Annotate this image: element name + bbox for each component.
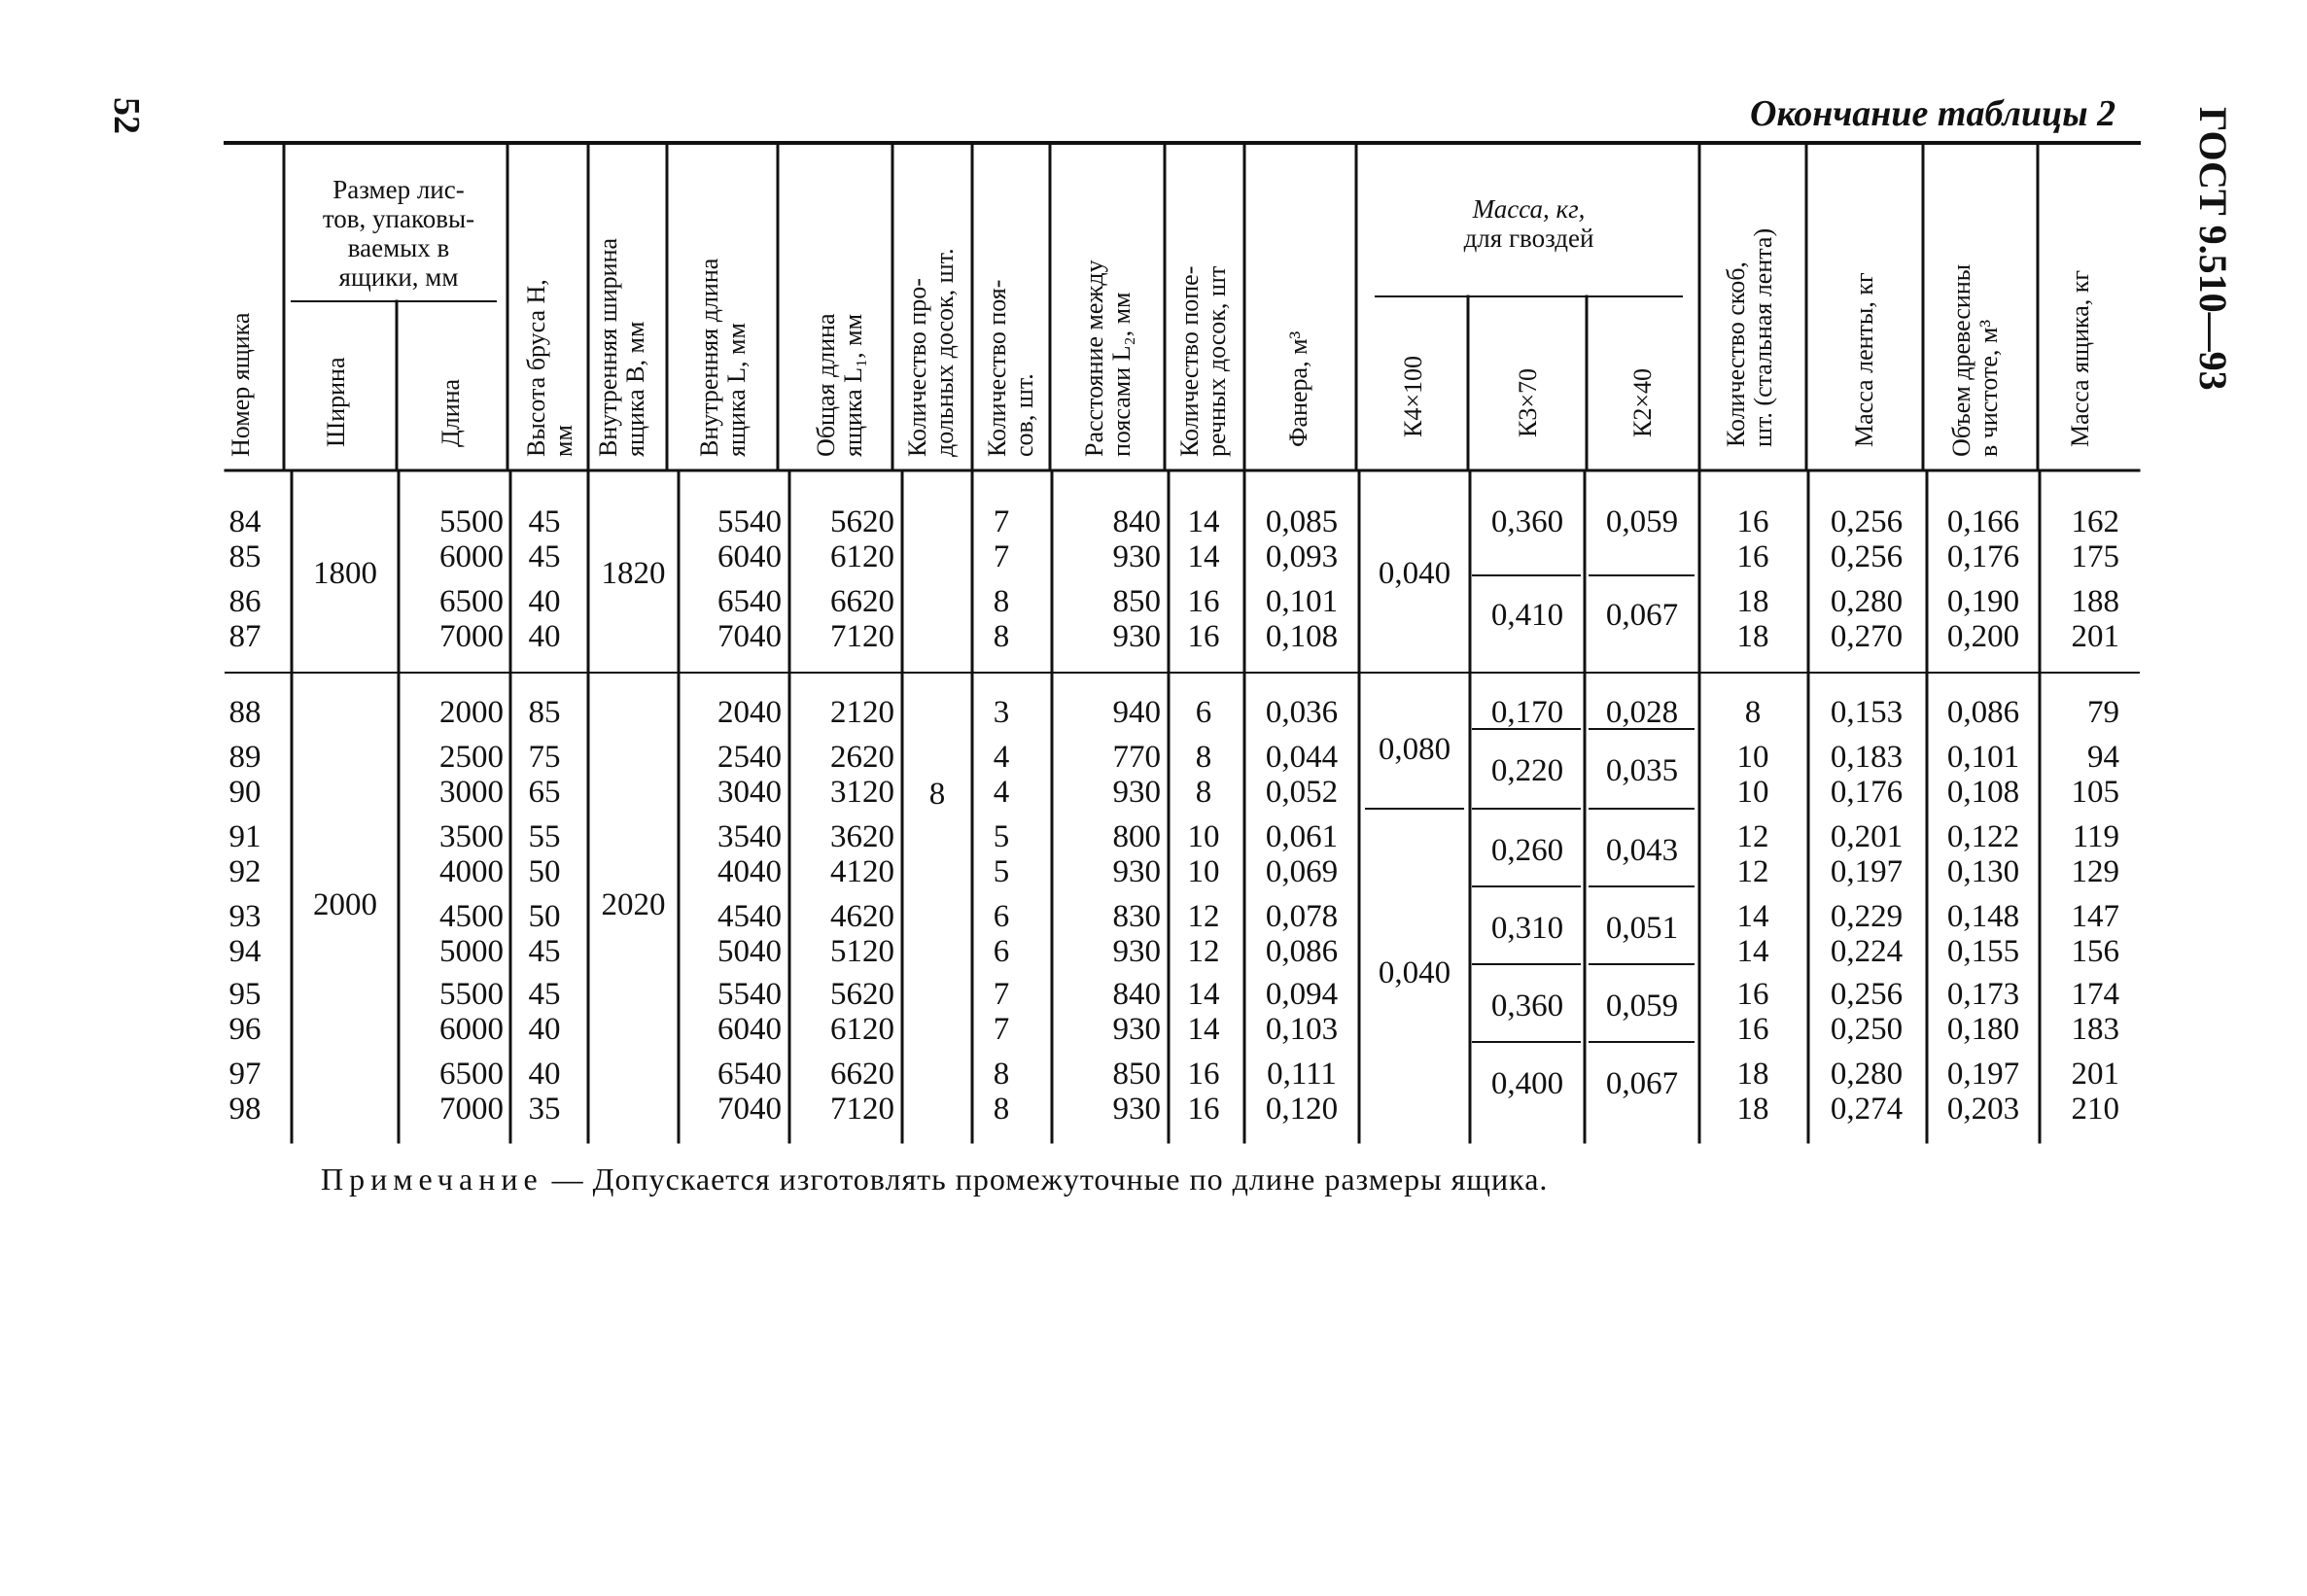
- cell-tape-mass: 0,229: [1830, 899, 1904, 934]
- cell-staples: 18: [1736, 584, 1769, 619]
- cell-staples: 12: [1736, 854, 1769, 889]
- cell-inner-length: 7040: [717, 1092, 782, 1127]
- cell-cross-boards: 12: [1187, 899, 1220, 934]
- cell-box-mass: 183: [2071, 1012, 2119, 1047]
- cell-k3x70: 0,360: [1490, 989, 1564, 1024]
- cell-length: 2500: [439, 740, 504, 775]
- cell-beam-height: 45: [528, 934, 561, 969]
- cell-wood-volume: 0,200: [1946, 619, 2020, 654]
- cell-wood-volume: 0,173: [1946, 977, 2020, 1012]
- cell-tape-mass: 0,197: [1830, 854, 1904, 889]
- cell-inner-length: 3040: [717, 775, 782, 810]
- cell-box-mass: 129: [2071, 854, 2119, 889]
- cell-wood-volume: 0,122: [1946, 819, 2020, 854]
- cell-tape-mass: 0,256: [1830, 539, 1904, 574]
- cell-inner-length: 2040: [717, 695, 782, 730]
- cell-length: 3500: [439, 819, 504, 854]
- cell-belts: 5: [993, 854, 1010, 889]
- cell-cross-boards: 12: [1187, 934, 1220, 969]
- cell-belts: 4: [993, 775, 1010, 810]
- cell-wood-volume: 0,197: [1946, 1057, 2020, 1092]
- cell-box-mass: 188: [2071, 584, 2119, 619]
- cell-length: 6000: [439, 539, 504, 574]
- cell-cross-boards: 6: [1195, 695, 1212, 730]
- cell-box-mass: 147: [2071, 899, 2119, 934]
- cell-box-number: 92: [228, 854, 262, 889]
- cell-beam-height: 50: [528, 854, 561, 889]
- cell-tape-mass: 0,153: [1830, 695, 1904, 730]
- cell-cross-boards: 16: [1187, 1057, 1220, 1092]
- cell-belt-distance: 930: [1112, 775, 1161, 810]
- cell-belts: 7: [993, 539, 1010, 574]
- cell-cross-boards: 14: [1187, 1012, 1220, 1047]
- cell-staples: 16: [1736, 539, 1769, 574]
- cell-beam-height: 35: [528, 1092, 561, 1127]
- header-length: Длина: [437, 378, 465, 447]
- cell-box-mass: 79: [2087, 695, 2119, 730]
- cell-staples: 18: [1736, 1092, 1769, 1127]
- cell-beam-height: 55: [528, 819, 561, 854]
- header-beam-height: Высота бруса H, мм: [522, 279, 577, 457]
- header-k3x70: К3×70: [1514, 367, 1542, 437]
- page-number: 52: [106, 97, 147, 134]
- cell-k2x40: 0,067: [1605, 598, 1679, 633]
- k4-merged-b2: 0,040: [1378, 955, 1451, 990]
- cell-tape-mass: 0,274: [1830, 1092, 1904, 1127]
- cell-box-mass: 156: [2071, 934, 2119, 969]
- cell-cross-boards: 14: [1187, 539, 1220, 574]
- cell-beam-height: 40: [528, 1012, 561, 1047]
- cell-plywood: 0,111: [1267, 1057, 1337, 1092]
- header-staples: Количество скоб, шт. (стальная лента): [1722, 227, 1777, 447]
- cell-k3x70: 0,170: [1490, 695, 1564, 730]
- cell-total-length: 4120: [830, 854, 894, 889]
- cell-box-mass: 210: [2071, 1092, 2119, 1127]
- cell-box-mass: 105: [2071, 775, 2119, 810]
- note-label: Примечание: [321, 1162, 543, 1197]
- cell-inner-length: 6540: [717, 1057, 782, 1092]
- cell-wood-volume: 0,148: [1946, 899, 2020, 934]
- cell-beam-height: 85: [528, 695, 561, 730]
- cell-staples: 16: [1736, 504, 1769, 539]
- cell-tape-mass: 0,280: [1830, 1057, 1904, 1092]
- header-box-number: Номер ящика: [227, 312, 255, 457]
- cell-length: 5500: [439, 977, 504, 1012]
- cell-belts: 5: [993, 819, 1010, 854]
- header-k2x40: К2×40: [1628, 367, 1657, 437]
- cell-belts: 8: [993, 1092, 1010, 1127]
- cell-length: 2000: [439, 695, 504, 730]
- cell-total-length: 6620: [830, 1057, 894, 1092]
- cell-box-number: 90: [228, 775, 262, 810]
- cell-plywood: 0,061: [1265, 819, 1339, 854]
- cell-total-length: 6120: [830, 1012, 894, 1047]
- cell-k3x70: 0,410: [1490, 598, 1564, 633]
- cell-k3x70: 0,360: [1490, 504, 1564, 539]
- cell-staples: 14: [1736, 934, 1769, 969]
- cell-wood-volume: 0,176: [1946, 539, 2020, 574]
- cell-length: 5000: [439, 934, 504, 969]
- cell-plywood: 0,069: [1265, 854, 1339, 889]
- cell-box-number: 97: [228, 1057, 262, 1092]
- cell-k2x40: 0,059: [1605, 989, 1679, 1024]
- cell-beam-height: 45: [528, 504, 561, 539]
- cell-total-length: 5120: [830, 934, 894, 969]
- cell-box-number: 86: [228, 584, 262, 619]
- cell-belt-distance: 850: [1112, 584, 1161, 619]
- cell-wood-volume: 0,155: [1946, 934, 2020, 969]
- cell-belt-distance: 840: [1112, 977, 1161, 1012]
- cell-belt-distance: 770: [1112, 740, 1161, 775]
- cell-box-number: 94: [228, 934, 262, 969]
- cell-box-number: 91: [228, 819, 262, 854]
- cell-inner-length: 6040: [717, 539, 782, 574]
- k4-merged-b1: 0,080: [1378, 732, 1451, 767]
- cell-wood-volume: 0,130: [1946, 854, 2020, 889]
- cell-box-number: 88: [228, 695, 262, 730]
- inner-width-merged-2020: 2020: [601, 887, 666, 922]
- cell-inner-length: 6040: [717, 1012, 782, 1047]
- cell-box-number: 96: [228, 1012, 262, 1047]
- cell-box-number: 89: [228, 740, 262, 775]
- cell-length: 7000: [439, 1092, 504, 1127]
- cell-belts: 7: [993, 1012, 1010, 1047]
- cell-wood-volume: 0,190: [1946, 584, 2020, 619]
- cell-staples: 10: [1736, 740, 1769, 775]
- cell-cross-boards: 10: [1187, 854, 1220, 889]
- cell-total-length: 5620: [830, 504, 894, 539]
- cell-total-length: 7120: [830, 619, 894, 654]
- cell-total-length: 4620: [830, 899, 894, 934]
- cell-length: 6500: [439, 1057, 504, 1092]
- cell-staples: 12: [1736, 819, 1769, 854]
- width-merged-2000: 2000: [313, 887, 377, 922]
- cell-k2x40: 0,059: [1605, 504, 1679, 539]
- cell-cross-boards: 8: [1195, 775, 1212, 810]
- cell-inner-length: 7040: [717, 619, 782, 654]
- cell-belt-distance: 840: [1112, 504, 1161, 539]
- cell-staples: 14: [1736, 899, 1769, 934]
- cell-cross-boards: 16: [1187, 584, 1220, 619]
- cell-length: 4000: [439, 854, 504, 889]
- cell-box-mass: 119: [2072, 819, 2119, 854]
- cell-staples: 10: [1736, 775, 1769, 810]
- cell-tape-mass: 0,250: [1830, 1012, 1904, 1047]
- k4-merged-a: 0,040: [1378, 556, 1451, 591]
- header-belt-distance: Расстояние между поясами L₂, мм: [1080, 260, 1136, 457]
- cell-plywood: 0,078: [1265, 899, 1339, 934]
- cell-belts: 4: [993, 740, 1010, 775]
- cell-box-number: 95: [228, 977, 262, 1012]
- cell-wood-volume: 0,166: [1946, 504, 2020, 539]
- cell-beam-height: 45: [528, 977, 561, 1012]
- cell-box-number: 93: [228, 899, 262, 934]
- cell-staples: 8: [1744, 695, 1762, 730]
- header-belts: Количество поя- сов, шт.: [983, 279, 1038, 457]
- cell-wood-volume: 0,101: [1946, 740, 2020, 775]
- cell-wood-volume: 0,180: [1946, 1012, 2020, 1047]
- cell-inner-length: 3540: [717, 819, 782, 854]
- cell-belts: 7: [993, 977, 1010, 1012]
- cell-belt-distance: 930: [1112, 854, 1161, 889]
- standard-designation: ГОСТ 9.510—93: [2191, 107, 2235, 391]
- cell-box-number: 87: [228, 619, 262, 654]
- cell-beam-height: 45: [528, 539, 561, 574]
- cell-staples: 18: [1736, 1057, 1769, 1092]
- cell-staples: 16: [1736, 977, 1769, 1012]
- cell-belts: 6: [993, 934, 1010, 969]
- cell-k2x40: 0,067: [1605, 1066, 1679, 1101]
- cell-k3x70: 0,400: [1490, 1066, 1564, 1101]
- cell-k2x40: 0,035: [1605, 753, 1679, 788]
- cell-plywood: 0,101: [1265, 584, 1339, 619]
- cell-beam-height: 75: [528, 740, 561, 775]
- cell-length: 5500: [439, 504, 504, 539]
- header-total-length: Общая длина ящика L₁, мм: [812, 313, 867, 457]
- cell-cross-boards: 14: [1187, 504, 1220, 539]
- cell-tape-mass: 0,256: [1830, 504, 1904, 539]
- cell-length: 3000: [439, 775, 504, 810]
- cell-k2x40: 0,043: [1605, 833, 1679, 868]
- cell-length: 4500: [439, 899, 504, 934]
- cell-plywood: 0,085: [1265, 504, 1339, 539]
- cell-k3x70: 0,260: [1490, 833, 1564, 868]
- cell-inner-length: 6540: [717, 584, 782, 619]
- cell-beam-height: 40: [528, 584, 561, 619]
- cell-total-length: 6120: [830, 539, 894, 574]
- cell-box-mass: 201: [2071, 1057, 2119, 1092]
- header-tape-mass: Масса ленты, кг: [1850, 272, 1878, 447]
- cell-box-mass: 175: [2071, 539, 2119, 574]
- note-text: — Допускается изготовлять промежуточные по длине размеры ящика.: [551, 1162, 1549, 1197]
- header-sheet-size: Размер лис- тов, упаковы- ваемых в ящики, мм: [322, 175, 475, 292]
- header-box-mass: Масса ящика, кг: [2066, 269, 2094, 447]
- cell-cross-boards: 16: [1187, 1092, 1220, 1127]
- cell-k3x70: 0,220: [1490, 753, 1564, 788]
- cell-plywood: 0,036: [1265, 695, 1339, 730]
- cell-tape-mass: 0,176: [1830, 775, 1904, 810]
- cell-cross-boards: 16: [1187, 619, 1220, 654]
- cell-box-number: 85: [228, 539, 262, 574]
- header-width: Ширина: [322, 357, 350, 447]
- cell-inner-length: 2540: [717, 740, 782, 775]
- header-wood-volume: Объем древесины в чистоте, м³: [1947, 263, 2003, 457]
- cell-tape-mass: 0,183: [1830, 740, 1904, 775]
- cell-plywood: 0,120: [1265, 1092, 1339, 1127]
- header-k4x100: К4×100: [1399, 355, 1427, 437]
- inner-width-merged-1820: 1820: [601, 556, 666, 591]
- cell-total-length: 2620: [830, 740, 894, 775]
- cell-box-mass: 162: [2071, 504, 2119, 539]
- cell-box-mass: 201: [2071, 619, 2119, 654]
- cell-staples: 18: [1736, 619, 1769, 654]
- cell-tape-mass: 0,201: [1830, 819, 1904, 854]
- cell-belts: 3: [993, 695, 1010, 730]
- cell-belt-distance: 850: [1112, 1057, 1161, 1092]
- cell-inner-length: 4040: [717, 854, 782, 889]
- cell-wood-volume: 0,108: [1946, 775, 2020, 810]
- cell-plywood: 0,103: [1265, 1012, 1339, 1047]
- table-note: [321, 1162, 1548, 1197]
- cell-belt-distance: 930: [1112, 1092, 1161, 1127]
- cell-belt-distance: 930: [1112, 1012, 1161, 1047]
- cell-cross-boards: 8: [1195, 740, 1212, 775]
- cell-total-length: 3120: [830, 775, 894, 810]
- cell-belt-distance: 830: [1112, 899, 1161, 934]
- cell-plywood: 0,108: [1265, 619, 1339, 654]
- cell-total-length: 7120: [830, 1092, 894, 1127]
- cell-beam-height: 40: [528, 619, 561, 654]
- cell-belts: 6: [993, 899, 1010, 934]
- cell-belt-distance: 930: [1112, 619, 1161, 654]
- cell-plywood: 0,044: [1265, 740, 1339, 775]
- cell-tape-mass: 0,256: [1830, 977, 1904, 1012]
- header-cross-boards: Количество попе- речных досок, шт: [1175, 265, 1231, 457]
- cell-belt-distance: 930: [1112, 934, 1161, 969]
- cell-beam-height: 50: [528, 899, 561, 934]
- cell-total-length: 5620: [830, 977, 894, 1012]
- width-merged-1800: 1800: [313, 556, 377, 591]
- header-inner-length: Внутренняя длина ящика L, мм: [695, 258, 751, 457]
- header-inner-width: Внутренняя ширина ящика B, мм: [594, 237, 649, 457]
- header-plywood: Фанера, м³: [1284, 330, 1312, 447]
- cell-tape-mass: 0,224: [1830, 934, 1904, 969]
- cell-belts: 8: [993, 1057, 1010, 1092]
- cell-wood-volume: 0,086: [1946, 695, 2020, 730]
- cell-total-length: 6620: [830, 584, 894, 619]
- cell-plywood: 0,086: [1265, 934, 1339, 969]
- cell-beam-height: 65: [528, 775, 561, 810]
- cell-staples: 16: [1736, 1012, 1769, 1047]
- cell-k2x40: 0,051: [1605, 911, 1679, 946]
- cell-box-mass: 174: [2071, 977, 2119, 1012]
- cell-beam-height: 40: [528, 1057, 561, 1092]
- cell-cross-boards: 14: [1187, 977, 1220, 1012]
- cell-plywood: 0,093: [1265, 539, 1339, 574]
- table-caption: Окончание таблицы 2: [1750, 93, 2116, 134]
- cell-plywood: 0,094: [1265, 977, 1339, 1012]
- cell-inner-length: 5540: [717, 977, 782, 1012]
- cell-box-number: 84: [228, 504, 262, 539]
- cell-length: 6000: [439, 1012, 504, 1047]
- cell-belts: 8: [993, 619, 1010, 654]
- header-nail-mass: Масса, кг, для гвоздей: [1463, 194, 1594, 253]
- cell-k2x40: 0,028: [1605, 695, 1679, 730]
- cell-cross-boards: 10: [1187, 819, 1220, 854]
- long-boards-merged: 8: [928, 777, 946, 812]
- cell-inner-length: 4540: [717, 899, 782, 934]
- cell-belt-distance: 800: [1112, 819, 1161, 854]
- cell-box-mass: 94: [2087, 740, 2119, 775]
- cell-belts: 7: [993, 504, 1010, 539]
- cell-inner-length: 5040: [717, 934, 782, 969]
- cell-belt-distance: 930: [1112, 539, 1161, 574]
- cell-box-number: 98: [228, 1092, 262, 1127]
- cell-k3x70: 0,310: [1490, 911, 1564, 946]
- cell-length: 6500: [439, 584, 504, 619]
- cell-length: 7000: [439, 619, 504, 654]
- cell-plywood: 0,052: [1265, 775, 1339, 810]
- cell-wood-volume: 0,203: [1946, 1092, 2020, 1127]
- cell-tape-mass: 0,270: [1830, 619, 1904, 654]
- cell-tape-mass: 0,280: [1830, 584, 1904, 619]
- cell-belt-distance: 940: [1112, 695, 1161, 730]
- cell-total-length: 2120: [830, 695, 894, 730]
- header-long-boards: Количество про- дольных досок, шт.: [903, 248, 959, 457]
- cell-inner-length: 5540: [717, 504, 782, 539]
- cell-total-length: 3620: [830, 819, 894, 854]
- cell-belts: 8: [993, 584, 1010, 619]
